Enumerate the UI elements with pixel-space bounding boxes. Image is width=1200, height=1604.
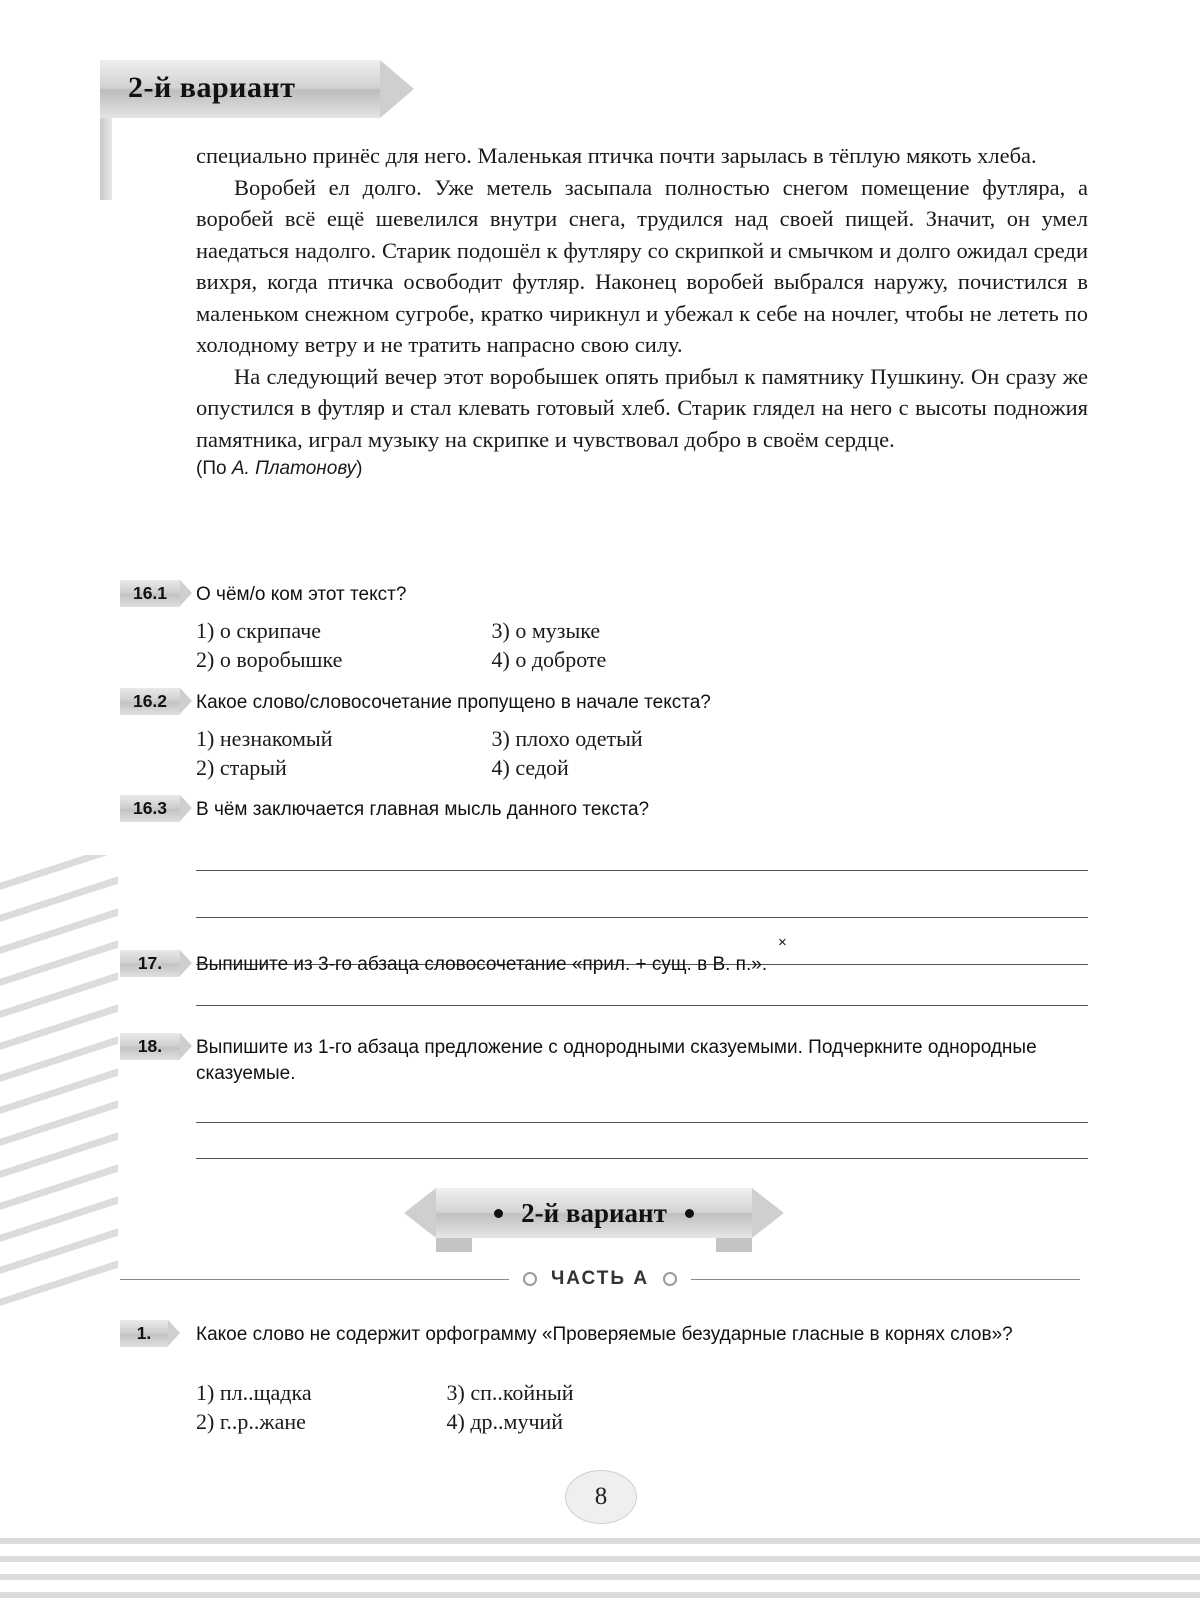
divider-line <box>691 1279 1080 1280</box>
variant-ribbon-top <box>100 60 420 118</box>
passage-source <box>196 458 1088 480</box>
question-text: В чём заключается главная мысль данного текста? <box>196 799 650 820</box>
variant-ribbon-bottom <box>404 1188 784 1238</box>
circle-marker-icon <box>523 1272 537 1286</box>
question-options <box>196 616 1076 674</box>
ribbon-tail <box>100 118 112 200</box>
ribbon-body <box>436 1188 752 1238</box>
ribbon-right-tip <box>752 1188 784 1238</box>
answer-line[interactable] <box>196 1005 1088 1006</box>
divider-line <box>120 1279 509 1280</box>
answer-line[interactable] <box>196 870 1088 871</box>
question-number-label: 1. <box>136 1323 152 1343</box>
option-item[interactable]: 1) о скрипаче <box>196 618 322 643</box>
decorative-stripes-left <box>0 855 118 1315</box>
question-number-label: 18. <box>137 1036 163 1056</box>
bullet-dot-icon <box>494 1209 503 1218</box>
options-column-right <box>492 616 607 674</box>
option-item[interactable]: 2) о воробышке <box>196 647 343 672</box>
question-number <box>120 950 180 977</box>
question-number-label: 16.3 <box>132 798 168 818</box>
question-number-label: 16.2 <box>132 691 168 711</box>
answer-line[interactable] <box>196 1122 1088 1123</box>
option-item[interactable]: 3) плохо одетый <box>491 726 643 751</box>
question-text: Выпишите из 3-го абзаца словосочетание «прил. + сущ. в В. п.». <box>196 954 768 975</box>
question-number-label: 16.1 <box>132 583 168 603</box>
question-number <box>120 1320 168 1347</box>
question-number <box>120 688 180 715</box>
question-number <box>120 795 180 822</box>
ribbon-tails <box>436 1238 752 1252</box>
question-number-label: 17. <box>137 953 163 973</box>
option-item[interactable]: 1) незнакомый <box>196 726 333 751</box>
decorative-stripes-bottom <box>0 1532 1200 1604</box>
answer-line[interactable] <box>196 917 1088 918</box>
ribbon-left-tip <box>404 1188 436 1238</box>
passage-paragraph-1: специально принёс для него. Маленькая птичка почти зарылась в тёплую мякоть хлеба. <box>196 143 1037 168</box>
part-heading-label: ЧАСТЬ А <box>550 1268 650 1289</box>
question-text: Выпишите из 1-го абзаца предложение с однородными сказуемыми. Подчеркните однородные сказуемые. <box>196 1037 1037 1084</box>
option-item[interactable]: 1) пл..щадка <box>196 1380 312 1405</box>
question-number <box>120 1033 180 1060</box>
option-item[interactable]: 3) сп..койный <box>446 1380 574 1405</box>
option-item[interactable]: 4) о доброте <box>491 647 607 672</box>
question-text: Какое слово/словосочетание пропущено в начале текста? <box>196 692 711 713</box>
options-column-right <box>492 724 643 782</box>
question-text: Какое слово не содержит орфограмму «Проверяемые безударные гласные в корнях слов»? <box>196 1324 1013 1345</box>
option-item[interactable]: 3) о музыке <box>491 618 601 643</box>
option-item[interactable]: 2) г..р..жане <box>196 1409 306 1434</box>
number-tip <box>168 1320 180 1346</box>
passage-paragraph-2: Воробей ел долго. Уже метель засыпала полностью снегом помещение футляра, а воробей всё ещё шевелился внутри снега, трудился над своей пищей. Значит, он умел наедаться надолго. Старик подошёл к футляру со скрипкой и смычком и долго ожидал среди вихря, когда птичка освободит футляр. Наконец воробей выбрался наружу, почистился в маленьком снежном сугробе, кратко чирикнул и убежал к себе на ночлег, чтобы не лететь по холодному ветру и не тратить напрасно свою силу. <box>196 174 1088 357</box>
number-tip <box>180 688 192 714</box>
passage-paragraph-3: На следующий вечер этот воробышек опять прибыл к памятнику Пушкину. Он сразу же опустился в футляр и стал клевать готовый хлеб. Старик глядел на него с высоты подножия памятника, играл музыку на скрипке и чувствовал добро в своём сердце. <box>196 363 1088 452</box>
option-item[interactable]: 4) др..мучий <box>446 1409 564 1434</box>
question-options <box>196 724 1076 782</box>
passage <box>196 140 1088 480</box>
question-text: О чём/о ком этот текст? <box>196 584 407 605</box>
options-column-left <box>196 1378 441 1436</box>
circle-marker-icon <box>663 1272 677 1286</box>
source-author: А. Платонову <box>231 458 357 479</box>
option-item[interactable]: 2) старый <box>196 755 287 780</box>
number-tip <box>180 950 192 976</box>
option-item[interactable]: 4) седой <box>491 755 569 780</box>
part-heading <box>120 1264 1080 1294</box>
number-tip <box>180 1033 192 1059</box>
options-column-right <box>447 1378 574 1436</box>
page-number: 8 <box>565 1470 637 1524</box>
cross-mark-icon: × <box>778 934 787 951</box>
variant-ribbon-top-label: 2-й вариант <box>128 71 296 104</box>
number-tip <box>180 580 192 606</box>
source-suffix: ) <box>356 458 363 479</box>
number-tip <box>180 795 192 821</box>
variant-ribbon-bottom-label: 2-й вариант <box>521 1197 667 1228</box>
options-column-left <box>196 724 486 782</box>
question-options <box>196 1378 1076 1436</box>
question-number <box>120 580 180 607</box>
answer-line[interactable] <box>196 1158 1088 1159</box>
source-prefix: (По <box>196 458 232 479</box>
bullet-dot-icon <box>685 1209 694 1218</box>
ribbon-arrow <box>380 60 414 118</box>
options-column-left <box>196 616 486 674</box>
